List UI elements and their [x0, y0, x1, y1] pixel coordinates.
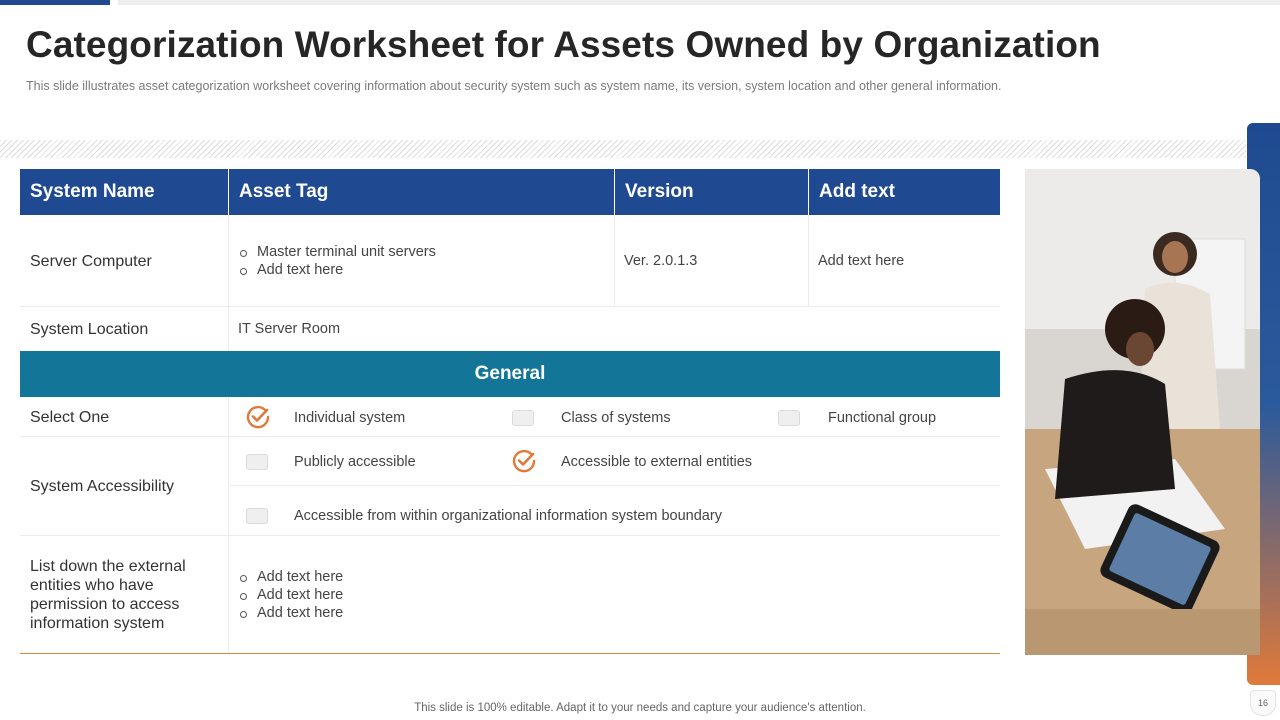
- footer-note: This slide is 100% editable. Adapt it to your needs and capture your audience's attention.: [414, 702, 866, 714]
- table-bottom-rule: [20, 653, 1000, 654]
- row-system-accessibility: System Accessibility: [30, 478, 175, 495]
- grid-line: [20, 535, 1000, 536]
- team-photo: [1025, 169, 1260, 655]
- option-individual-system: Individual system: [294, 410, 406, 426]
- list-item: Add text here: [239, 604, 343, 622]
- checkbox-class-of-systems[interactable]: [512, 410, 534, 426]
- slide-subtitle: This slide illustrates asset categorization worksheet covering information about security system such as system name, its version, system location and other general information.: [26, 79, 1002, 93]
- grid-line: [20, 306, 1000, 307]
- checkbox-publicly-accessible[interactable]: [246, 454, 268, 470]
- header-divider: [614, 169, 615, 215]
- row-system-location: System Location: [30, 321, 149, 338]
- option-publicly-accessible: Publicly accessible: [294, 454, 416, 470]
- general-section-header: General: [20, 351, 1000, 397]
- list-item: Add text here: [239, 568, 343, 586]
- list-item: Add text here: [239, 586, 343, 604]
- list-item: Master terminal unit servers: [239, 243, 436, 261]
- external-entities-list: [239, 568, 343, 622]
- grid-line: [228, 215, 229, 351]
- asset-tag-list: [239, 243, 436, 279]
- checked-circle-icon[interactable]: [245, 404, 271, 430]
- row-select-one: Select One: [30, 409, 110, 426]
- header-divider: [228, 169, 229, 215]
- grid-line: [20, 436, 1000, 437]
- page-number: 16: [1250, 690, 1276, 716]
- option-functional-group: Functional group: [828, 410, 937, 426]
- header-divider: [808, 169, 809, 215]
- grid-line: [229, 485, 1000, 486]
- header-add-text: Add text: [809, 169, 1000, 215]
- checkbox-functional-group[interactable]: [778, 410, 800, 426]
- checked-circle-icon[interactable]: [511, 448, 537, 474]
- checkbox-accessible-within[interactable]: [246, 508, 268, 524]
- row-external-entities: List down the external entities who have permission to access information system: [30, 558, 186, 632]
- option-class-of-systems: Class of systems: [561, 410, 671, 426]
- header-system-name: System Name: [20, 169, 228, 215]
- list-item: Add text here: [239, 261, 436, 279]
- header-asset-tag: Asset Tag: [229, 169, 614, 215]
- header-version: Version: [615, 169, 808, 215]
- top-accent-bar: [0, 0, 110, 5]
- option-accessible-within: Accessible from within organizational information system boundary: [294, 508, 722, 524]
- grid-line: [614, 215, 615, 307]
- system-location-value: IT Server Room: [238, 321, 341, 337]
- version-value: Ver. 2.0.1.3: [624, 253, 698, 269]
- slide-title: Categorization Worksheet for Assets Owned by Organization: [26, 24, 1101, 65]
- top-light-bar: [118, 0, 1280, 5]
- add-text-value: Add text here: [818, 253, 905, 269]
- option-accessible-external: Accessible to external entities: [561, 454, 753, 470]
- hatch-divider: [0, 140, 1246, 158]
- grid-line: [808, 215, 809, 307]
- row-server-computer: Server Computer: [30, 253, 152, 270]
